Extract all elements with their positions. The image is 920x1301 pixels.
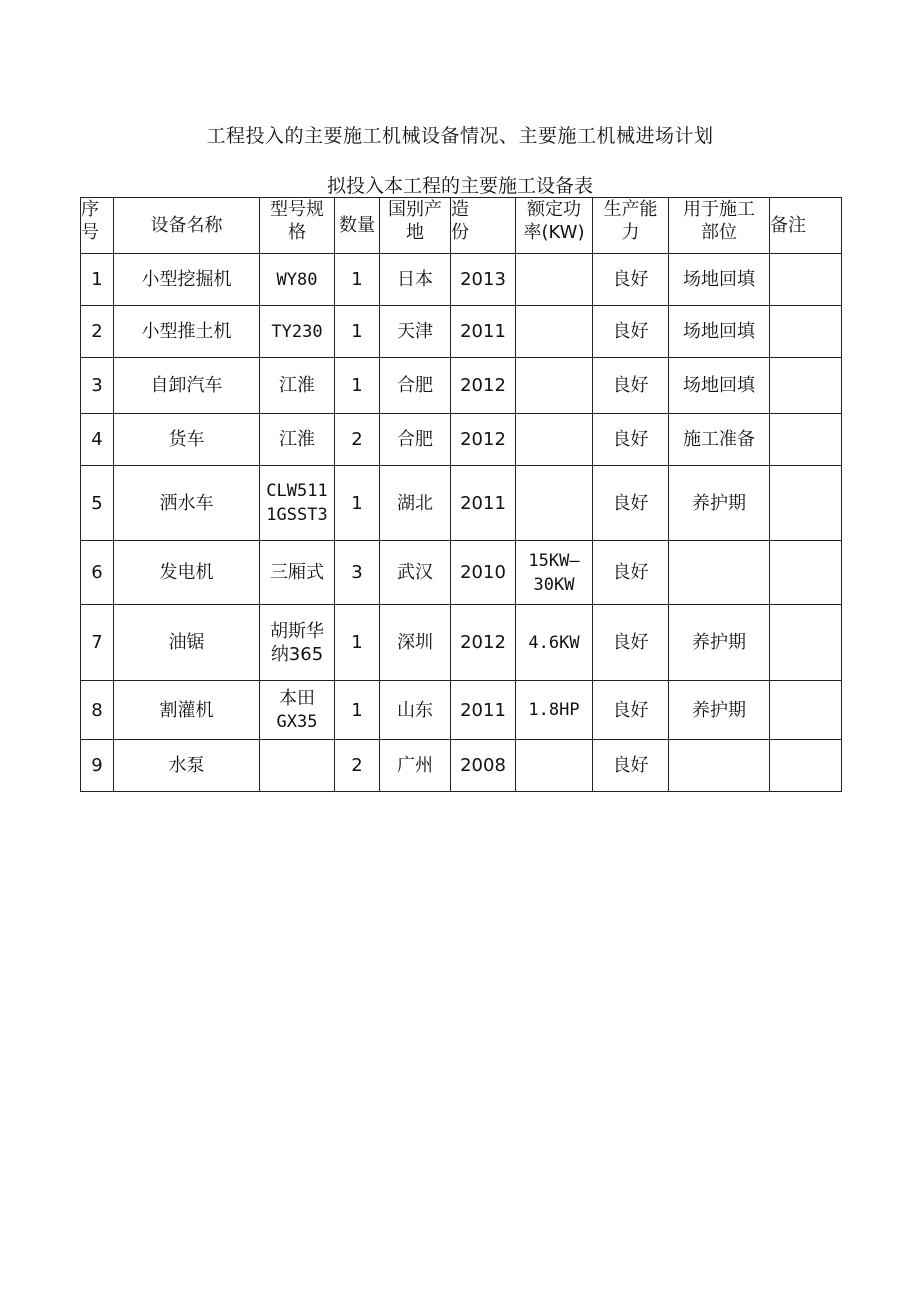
cell-origin [380,681,451,740]
cell-no [81,358,114,414]
cell-year [451,306,516,358]
header-year-line: 造 [451,199,469,220]
cell-qty [335,306,380,358]
cell-qty [335,466,380,541]
cell-name-text: 水泵 [168,755,205,776]
cell-origin-text: 湖北 [397,492,433,514]
cell-usage-text: 场地回填 [683,269,755,290]
cell-year-text: 2012 [460,429,506,450]
cell-model [260,681,335,740]
cell-model-text: GX35 [276,711,318,732]
cell-capacity-text: 良好 [612,269,649,290]
cell-no-text: 1 [91,269,103,290]
cell-model-text: 胡斯华 [270,620,324,642]
cell-usage [669,681,770,740]
cell-power-text: 4.6KW [528,632,580,653]
cell-remark [770,358,842,414]
table-row [81,740,842,792]
cell-name-text: 割灌机 [159,699,214,721]
cell-model [260,605,335,681]
cell-qty-text: 2 [351,755,363,776]
header-power-line: 率(KW) [523,222,585,243]
cell-power [516,541,593,605]
cell-power [516,358,593,414]
table-body [81,254,842,792]
cell-capacity [593,414,669,466]
cell-no-text: 6 [91,562,103,583]
cell-usage-text: 场地回填 [683,375,755,396]
cell-model [260,358,335,414]
cell-name [114,254,260,306]
cell-model-text: 纳365 [270,643,324,665]
cell-name [114,681,260,740]
cell-capacity [593,254,669,306]
cell-qty [335,414,380,466]
cell-origin-text: 合肥 [397,429,433,450]
cell-no [81,414,114,466]
table-row [81,254,842,306]
header-power-line: 额定功 [527,199,581,220]
cell-name-text: 小型推土机 [141,321,232,342]
cell-qty [335,681,380,740]
cell-power [516,605,593,681]
cell-model-text: 江淮 [279,429,315,450]
header-qty [335,198,380,254]
cell-power [516,466,593,541]
cell-capacity-text: 良好 [612,375,649,396]
cell-model-text: 1GSST3 [266,505,328,525]
cell-model [260,254,335,306]
cell-model-text: WY80 [276,269,318,290]
cell-qty [335,541,380,605]
cell-origin-text: 天津 [397,321,433,342]
header-remark-line: 备注 [770,215,806,236]
cell-model [260,541,335,605]
cell-name [114,358,260,414]
header-year [451,198,516,254]
cell-year [451,254,516,306]
cell-year [451,681,516,740]
cell-qty-text: 3 [351,562,363,583]
cell-qty-text: 1 [351,375,363,396]
cell-year-text: 2011 [460,699,506,721]
cell-no [81,740,114,792]
table-header-row [81,198,842,254]
table-row [81,414,842,466]
cell-no-text: 7 [91,632,103,653]
cell-power-text: 15KW— [528,550,580,571]
cell-year [451,541,516,605]
table-row [81,541,842,605]
header-model-line: 型号规 [270,199,324,220]
cell-capacity [593,605,669,681]
cell-year-text: 2013 [460,269,506,290]
cell-no [81,541,114,605]
cell-no-text: 9 [91,755,103,776]
cell-usage-text: 养护期 [692,699,746,721]
cell-capacity [593,358,669,414]
cell-origin [380,254,451,306]
cell-no [81,605,114,681]
cell-no-text: 2 [91,321,103,342]
cell-year-text: 2011 [460,492,506,514]
cell-model-text: 江淮 [279,375,315,396]
cell-no-text: 8 [91,699,103,721]
cell-origin-text: 合肥 [397,375,433,396]
cell-power-text: 1.8HP [528,700,580,720]
cell-no-text: 3 [91,375,103,396]
cell-capacity [593,681,669,740]
cell-model [260,414,335,466]
cell-remark [770,740,842,792]
cell-name-text: 货车 [168,429,205,450]
cell-qty-text: 1 [351,492,363,514]
cell-remark [770,541,842,605]
cell-capacity-text: 良好 [612,755,649,776]
cell-usage-text: 养护期 [692,492,746,514]
cell-model-text: 三厢式 [270,562,324,583]
cell-model [260,306,335,358]
cell-no-text: 4 [91,429,103,450]
cell-remark [770,306,842,358]
cell-name [114,541,260,605]
header-usage-line: 部位 [701,222,737,243]
cell-remark [770,466,842,541]
cell-origin [380,605,451,681]
cell-qty-text: 1 [351,632,363,653]
cell-origin [380,414,451,466]
table-row [81,605,842,681]
header-year-line: 份 [451,222,469,243]
cell-capacity [593,541,669,605]
cell-usage [669,541,770,605]
table-row [81,306,842,358]
cell-capacity-text: 良好 [612,321,649,342]
header-origin [380,198,451,254]
cell-no [81,466,114,541]
cell-origin-text: 日本 [397,269,433,290]
table-row [81,681,842,740]
cell-year-text: 2012 [460,632,506,653]
cell-no [81,681,114,740]
cell-power-text: 30KW [533,574,575,595]
cell-usage [669,306,770,358]
cell-remark [770,414,842,466]
cell-no [81,306,114,358]
header-usage-line: 用于施工 [683,199,755,220]
cell-usage [669,414,770,466]
cell-year [451,466,516,541]
cell-origin [380,541,451,605]
cell-capacity-text: 良好 [612,562,649,583]
header-no-line: 号 [81,222,99,243]
cell-name [114,414,260,466]
cell-model-text: TY230 [271,321,323,342]
cell-year [451,605,516,681]
cell-usage-text: 养护期 [692,632,746,653]
cell-qty-text: 1 [351,699,363,721]
cell-origin-text: 深圳 [397,632,433,653]
cell-qty [335,254,380,306]
cell-name-text: 自卸汽车 [150,375,223,396]
header-power [516,198,593,254]
cell-usage [669,358,770,414]
cell-capacity [593,306,669,358]
cell-year [451,358,516,414]
header-origin-line: 国别产 [388,199,442,220]
cell-year-text: 2010 [460,562,506,583]
cell-model [260,740,335,792]
cell-usage [669,254,770,306]
cell-year [451,740,516,792]
cell-origin [380,740,451,792]
header-model-line: 格 [288,222,306,243]
header-origin-line: 地 [406,222,424,243]
document-title: 工程投入的主要施工机械设备情况、主要施工机械进场计划 [206,125,714,147]
cell-usage [669,466,770,541]
cell-origin [380,358,451,414]
header-qty-line: 数量 [339,215,375,236]
cell-remark [770,681,842,740]
cell-name [114,605,260,681]
equipment-table [80,197,842,792]
cell-usage-text: 场地回填 [683,321,755,342]
cell-power [516,306,593,358]
cell-capacity-text: 良好 [612,492,649,514]
table-row [81,358,842,414]
cell-origin-text: 山东 [397,699,433,721]
header-model [260,198,335,254]
table-row [81,466,842,541]
cell-capacity [593,740,669,792]
cell-origin-text: 广州 [397,755,433,776]
cell-power [516,254,593,306]
cell-name-text: 小型挖掘机 [141,269,232,290]
cell-remark [770,605,842,681]
cell-origin [380,466,451,541]
cell-qty [335,740,380,792]
header-no [81,198,114,254]
cell-year-text: 2011 [460,321,506,342]
header-capacity-line: 生产能 [603,199,658,220]
header-capacity [593,198,669,254]
header-name-line: 设备名称 [150,215,223,236]
cell-name-text: 洒水车 [159,492,214,514]
cell-name-text: 发电机 [159,562,214,583]
cell-capacity-text: 良好 [612,429,649,450]
cell-qty [335,605,380,681]
cell-power [516,681,593,740]
cell-usage [669,740,770,792]
cell-name [114,466,260,541]
cell-origin-text: 武汉 [397,562,433,583]
cell-capacity [593,466,669,541]
cell-capacity-text: 良好 [612,699,649,721]
cell-remark [770,254,842,306]
header-capacity-line: 力 [621,222,640,243]
header-name [114,198,260,254]
header-no-line: 序 [81,199,99,220]
cell-qty-text: 1 [351,321,363,342]
cell-qty-text: 1 [351,269,363,290]
cell-origin [380,306,451,358]
cell-capacity-text: 良好 [612,632,649,653]
cell-qty-text: 2 [351,429,363,450]
cell-power [516,414,593,466]
table-caption: 拟投入本工程的主要施工设备表 [326,175,593,197]
cell-model-text: 本田 [279,687,315,709]
header-usage [669,198,770,254]
cell-year [451,414,516,466]
cell-power [516,740,593,792]
cell-qty [335,358,380,414]
header-remark [770,198,842,254]
cell-no [81,254,114,306]
cell-name [114,740,260,792]
cell-model-text: CLW511 [266,481,328,501]
cell-year-text: 2012 [460,375,506,396]
cell-usage [669,605,770,681]
cell-model [260,466,335,541]
cell-no-text: 5 [91,492,103,514]
cell-name-text: 油锯 [168,632,205,653]
cell-name [114,306,260,358]
cell-usage-text: 施工准备 [683,429,755,450]
cell-year-text: 2008 [460,755,506,776]
